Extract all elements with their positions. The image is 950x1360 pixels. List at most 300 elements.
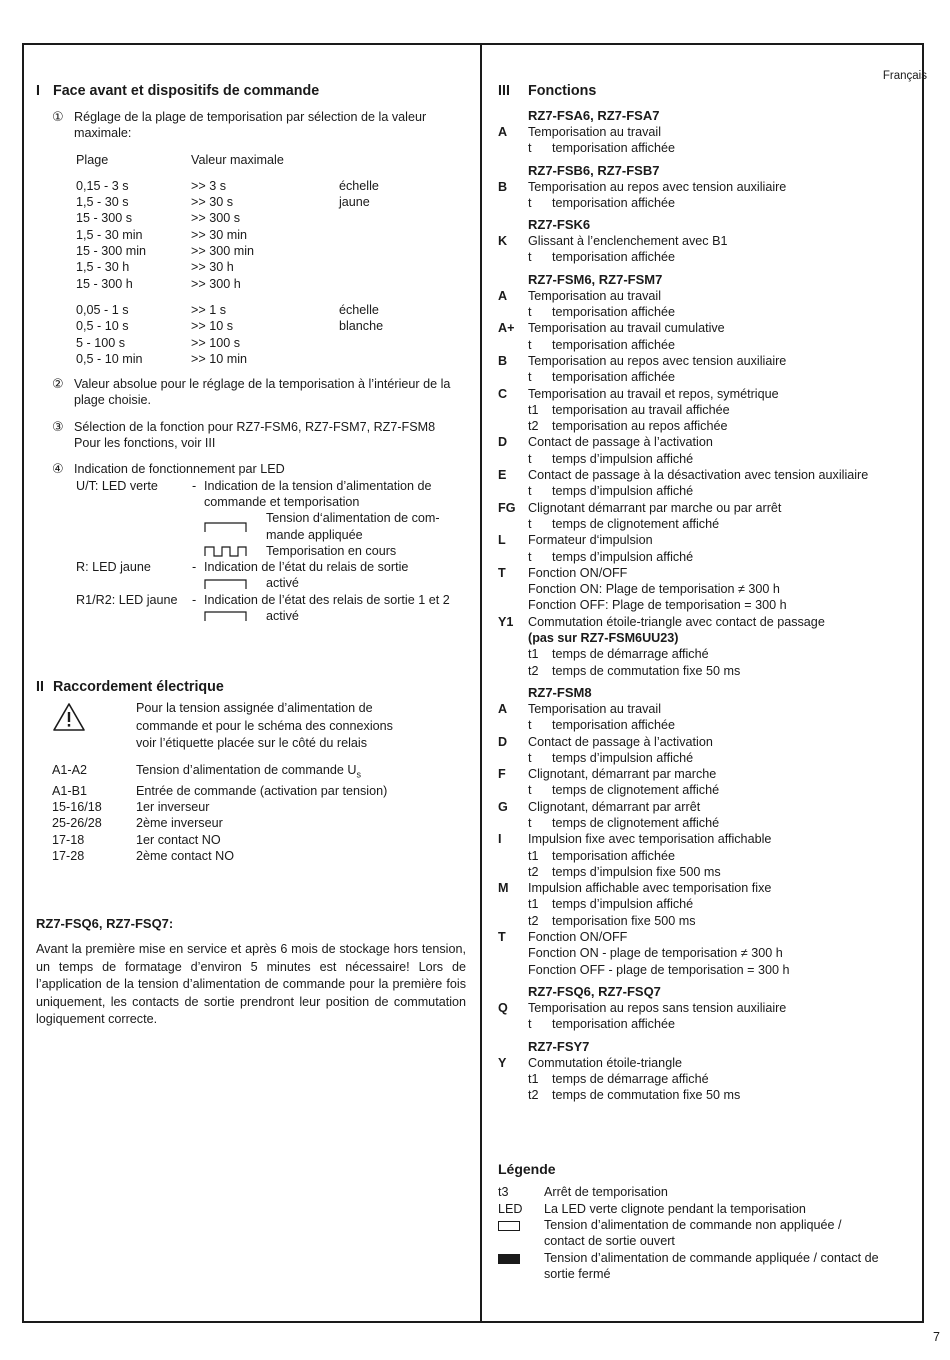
- steady-signal-icon: [204, 610, 248, 622]
- col-plage: Plage: [76, 152, 109, 167]
- function-sub-text: temps de clignotement affiché: [552, 516, 720, 531]
- function-sub: [528, 337, 913, 353]
- function-item: [498, 386, 913, 402]
- function-item: [498, 353, 913, 369]
- range-plage: 0,05 - 1 s: [76, 302, 129, 317]
- item-2: [52, 376, 468, 409]
- range-row: [76, 210, 379, 226]
- range-table-white: [76, 302, 383, 367]
- function-sub-key: t1: [528, 1071, 539, 1086]
- function-group-title: RZ7-FSK6: [528, 217, 591, 233]
- led-r-label: R: LED jaune: [76, 560, 151, 575]
- legend-title: Légende: [498, 1161, 556, 1178]
- signal-steady-text: Tension d‘alimentation de com-mande appliquée: [266, 511, 440, 542]
- range-plage: 5 - 100 s: [76, 335, 126, 350]
- range-scale: [339, 210, 379, 226]
- connection-terminal: A1-B1: [52, 783, 88, 798]
- function-sub-text: temporisation affichée: [552, 337, 675, 352]
- signal-steady: [204, 510, 468, 543]
- fsq-note-title: RZ7-FSQ6, RZ7-FSQ7:: [36, 916, 174, 932]
- function-group-title: RZ7-FSM8: [528, 684, 592, 700]
- function-text: Contact de passage à l’activation: [528, 734, 713, 749]
- section-1-heading: [36, 82, 468, 100]
- range-scale: blanche: [339, 319, 384, 334]
- warning-triangle-icon: [52, 700, 136, 753]
- function-sub-text: temporisation affichée: [552, 718, 675, 733]
- function-sub-text: temporisation fixe 500 ms: [552, 913, 696, 928]
- function-code: A: [498, 701, 508, 716]
- function-code: E: [498, 468, 507, 483]
- signal-flashing: [204, 543, 468, 559]
- function-group: [498, 272, 913, 679]
- item-2-number: ②: [52, 376, 64, 392]
- item-4-number: ④: [52, 461, 64, 477]
- connection-row: [52, 815, 468, 831]
- connection-terminal: 25-26/28: [52, 816, 102, 831]
- function-sub: [528, 451, 913, 467]
- function-list: [498, 108, 913, 1103]
- range-plage: 1,5 - 30 min: [76, 227, 143, 242]
- range-max: >> 1 s: [191, 302, 227, 317]
- range-table-yellow: [76, 178, 379, 292]
- function-sub-text: temps d’impulsion affiché: [552, 897, 694, 912]
- item-2-text: Valeur absolue pour le réglage de la temporisation à l’intérieur de la plage choisie.: [74, 377, 451, 408]
- right-column: [498, 82, 913, 1282]
- function-sub-text: temps d’impulsion affiché: [552, 484, 694, 499]
- dash: -: [192, 478, 197, 493]
- dash: -: [192, 560, 197, 575]
- range-plage: 15 - 300 s: [76, 211, 133, 226]
- function-sub-key: t: [528, 1017, 532, 1032]
- fsq-note-text: Avant la première mise en service et après 6 mois de stockage hors tension, un temps de formatage d’environ 5 minutes est nécessaire! Lors de l’application de la tension d’alimentation de commande pour la première fois uniquement, les contacts de sortie prendront leur position de commutation logiquement correcte.: [36, 942, 466, 1027]
- function-code: A: [498, 288, 508, 303]
- section-2-heading: [36, 678, 468, 696]
- function-code: L: [498, 533, 506, 548]
- function-code: A: [498, 125, 508, 139]
- item-3-number: ③: [52, 418, 64, 434]
- function-group-title: RZ7-FSY7: [528, 1038, 590, 1054]
- signal-r12: [204, 608, 468, 624]
- range-max: >> 300 min: [191, 244, 255, 259]
- range-scale: [339, 243, 379, 259]
- function-sub-text: temporisation affichée: [552, 305, 675, 320]
- range-max: >> 30 min: [191, 227, 248, 242]
- function-code: Y: [498, 1055, 507, 1070]
- connection-desc: [136, 832, 221, 848]
- connection-row: [52, 783, 468, 799]
- section-1-title: Face avant et dispositifs de commande: [53, 83, 320, 99]
- section-3-number: III: [498, 83, 510, 99]
- function-item: [498, 929, 913, 945]
- column-divider: [480, 43, 482, 1323]
- section-1-number: I: [36, 83, 40, 99]
- warning-block: [52, 700, 468, 753]
- function-item: [498, 288, 913, 304]
- function-code: B: [498, 353, 508, 368]
- function-text: Temporisation au repos avec tension auxiliaire: [528, 353, 787, 368]
- section-3-title: Fonctions: [528, 83, 597, 99]
- function-code: F: [498, 767, 506, 782]
- function-sub-key: t: [528, 305, 532, 320]
- led-ut: [76, 478, 468, 559]
- function-sub-text: temporisation affichée: [552, 195, 675, 210]
- range-scale: échelle: [339, 178, 379, 193]
- function-item: [498, 532, 913, 548]
- connection-desc-sub: s: [356, 769, 362, 780]
- led-r12: [76, 592, 468, 625]
- steady-signal-icon: [204, 521, 248, 533]
- function-sub-key: t2: [528, 663, 539, 678]
- function-text: Clignotant démarrant par marche ou par arrêt: [528, 500, 782, 515]
- function-group: [498, 163, 913, 212]
- function-text: Temporisation au travail: [528, 125, 661, 139]
- range-scale: [339, 227, 379, 243]
- function-code: I: [498, 832, 502, 847]
- function-sub-text: temps d’impulsion affiché: [552, 549, 694, 564]
- range-row: [76, 259, 379, 275]
- function-sub-key: t2: [528, 913, 539, 928]
- function-group: [498, 217, 913, 266]
- function-sub-text: temps de commutation fixe 50 ms: [552, 663, 741, 678]
- function-item: [498, 179, 913, 195]
- function-text: Formateur d‘impulsion: [528, 533, 653, 548]
- legend-led-text: La LED verte clignote pendant la temporisation: [544, 1201, 806, 1216]
- function-sub-key: t: [528, 718, 532, 733]
- range-scale: [339, 276, 379, 292]
- connection-row: [52, 799, 468, 815]
- function-sub: [528, 418, 913, 434]
- function-code: Y1: [498, 614, 514, 629]
- function-sub: [528, 369, 913, 385]
- function-sub: [528, 304, 913, 320]
- led-r: [76, 559, 468, 592]
- function-line: Fonction ON - plage de temporisation ≠ 300 h: [528, 946, 783, 961]
- function-code: FG: [498, 500, 516, 515]
- function-sub: [528, 815, 913, 831]
- steady-signal-icon: [204, 578, 248, 590]
- function-sub: [528, 782, 913, 798]
- function-group-title: RZ7-FSA6, RZ7-FSA7: [528, 108, 660, 123]
- function-item: [498, 701, 913, 717]
- function-sub-text: temporisation au repos affichée: [552, 419, 728, 434]
- function-sub-key: t: [528, 815, 532, 830]
- dash: -: [192, 592, 197, 607]
- function-line: Fonction OFF: Plage de temporisation = 300 h: [528, 598, 787, 613]
- range-scale: échelle: [339, 302, 379, 317]
- section-3-heading: [498, 82, 913, 100]
- legend-t3-text: Arrêt de temporisation: [544, 1185, 668, 1200]
- function-sub: [528, 717, 913, 733]
- range-plage: 15 - 300 h: [76, 276, 133, 291]
- function-text: Temporisation au travail: [528, 288, 661, 303]
- function-sub-text: temps d’impulsion affiché: [552, 451, 694, 466]
- signal-r: [204, 575, 468, 591]
- function-sub: [528, 483, 913, 499]
- range-table-header: [76, 152, 339, 168]
- signal-flashing-text: Temporisation en cours: [266, 543, 397, 558]
- function-code: T: [498, 930, 506, 945]
- range-max: >> 10 s: [191, 319, 234, 334]
- page-number: 7: [933, 1330, 940, 1344]
- function-text: Contact de passage à la désactivation avec tension auxiliaire: [528, 468, 869, 483]
- function-sub: [528, 140, 913, 156]
- function-sub: [528, 848, 913, 864]
- connection-desc: [136, 762, 361, 783]
- function-item: [498, 467, 913, 483]
- range-plage: 1,5 - 30 h: [76, 260, 130, 275]
- function-sub: [528, 913, 913, 929]
- function-sub-key: t1: [528, 848, 539, 863]
- function-sub-text: temporisation affichée: [552, 250, 675, 265]
- function-sub-key: t1: [528, 897, 539, 912]
- function-code: G: [498, 799, 508, 814]
- function-sub-key: t: [528, 195, 532, 210]
- legend-t3-key: t3: [498, 1185, 509, 1200]
- range-scale: [339, 335, 383, 351]
- function-sub-key: t1: [528, 647, 539, 662]
- range-max: >> 30 h: [191, 260, 234, 275]
- col-valeur: Valeur maximale: [191, 152, 284, 167]
- function-sub-key: t2: [528, 864, 539, 879]
- function-sub-text: temps de clignotement affiché: [552, 815, 720, 830]
- led-list: [76, 478, 468, 625]
- function-text: Clignotant, démarrant par arrêt: [528, 799, 701, 814]
- range-row: [76, 178, 379, 194]
- range-row: [76, 302, 383, 318]
- function-item: [498, 233, 913, 249]
- open-box-icon: [498, 1221, 520, 1231]
- led-r12-text: Indication de l’état des relais de sortie 1 et 2: [204, 592, 450, 607]
- function-sub-key: t: [528, 783, 532, 798]
- function-sub-key: t: [528, 141, 532, 156]
- range-max: >> 300 s: [191, 211, 241, 226]
- connection-row: [52, 832, 468, 848]
- item-3-line2: Pour les fonctions, voir III: [74, 436, 216, 451]
- function-code: B: [498, 179, 508, 194]
- function-sub-key: t: [528, 250, 532, 265]
- function-sub: [528, 750, 913, 766]
- function-sub-key: t: [528, 549, 532, 564]
- function-code: D: [498, 734, 508, 749]
- legend-open: [498, 1217, 913, 1250]
- function-group: [498, 984, 913, 1033]
- function-group-title: RZ7-FSM6, RZ7-FSM7: [528, 271, 663, 287]
- function-text: Clignotant, démarrant par marche: [528, 767, 717, 782]
- function-code: Q: [498, 1000, 508, 1015]
- range-max: >> 100 s: [191, 335, 241, 350]
- function-sub-text: temps de démarrage affiché: [552, 1071, 709, 1086]
- range-row: [76, 227, 379, 243]
- function-text: Temporisation au travail et repos, symétrique: [528, 386, 779, 401]
- led-ut-text: Indication de la tension d’alimentation de commande et temporisation: [204, 478, 432, 509]
- legend-t3: [498, 1184, 913, 1200]
- function-sub-key: t2: [528, 419, 539, 434]
- function-text: Commutation étoile-triangle: [528, 1055, 682, 1070]
- range-scale: [339, 351, 383, 367]
- function-text: Temporisation au travail: [528, 701, 661, 716]
- function-code: C: [498, 386, 508, 401]
- function-line: Fonction ON: Plage de temporisation ≠ 300 h: [528, 582, 780, 597]
- function-text: Impulsion affichable avec temporisation fixe: [528, 881, 772, 896]
- function-sub-key: t2: [528, 1088, 539, 1103]
- range-row: [76, 335, 383, 351]
- connection-list: [52, 762, 468, 864]
- connection-terminal: 15-16/18: [52, 799, 102, 814]
- flashing-signal-icon: [204, 545, 248, 557]
- function-note: (pas sur RZ7-FSM6UU23): [528, 631, 679, 646]
- function-item: [498, 1055, 913, 1071]
- section-2-number: II: [36, 679, 44, 696]
- item-1-text: Réglage de la plage de temporisation par sélection de la valeur maximale:: [74, 110, 427, 141]
- function-sub: [528, 195, 913, 211]
- function-item: [498, 614, 913, 630]
- function-sub-text: temporisation au travail affichée: [552, 402, 730, 417]
- led-r-text: Indication de l’état du relais de sortie: [204, 560, 409, 575]
- function-sub: [528, 402, 913, 418]
- function-text: Commutation étoile-triangle avec contact de passage: [528, 614, 825, 629]
- connection-desc: [136, 815, 223, 831]
- connection-desc-text: 1er inverseur: [136, 799, 210, 814]
- function-sub-text: temporisation affichée: [552, 1017, 675, 1032]
- range-max: >> 10 min: [191, 351, 248, 366]
- led-ut-label: U/T: LED verte: [76, 478, 158, 493]
- function-code: A+: [498, 321, 515, 336]
- range-row: [76, 194, 379, 210]
- function-sub-text: temps de clignotement affiché: [552, 783, 720, 798]
- item-3-line1: Sélection de la fonction pour RZ7-FSM6, RZ7-FSM7, RZ7-FSM8: [74, 419, 436, 434]
- function-sub-text: temporisation affichée: [552, 848, 675, 863]
- function-text: Fonction ON/OFF: [528, 565, 628, 580]
- function-sub: [528, 516, 913, 532]
- function-sub-key: t: [528, 750, 532, 765]
- function-sub-text: temporisation affichée: [552, 141, 675, 156]
- function-item: [498, 831, 913, 847]
- function-group: [498, 685, 913, 978]
- range-plage: 0,5 - 10 min: [76, 351, 143, 366]
- function-text: Contact de passage à l’activation: [528, 435, 713, 450]
- function-sub-key: t: [528, 370, 532, 385]
- connection-desc-text: 1er contact NO: [136, 832, 221, 847]
- item-4-title: Indication de fonctionnement par LED: [74, 462, 285, 477]
- connection-terminal: 17-18: [52, 832, 85, 847]
- item-1: [52, 109, 468, 142]
- function-item: [498, 766, 913, 782]
- range-scale: jaune: [339, 195, 370, 210]
- range-plage: 0,5 - 10 s: [76, 319, 129, 334]
- language-label: Français: [882, 70, 927, 82]
- function-sub: [528, 1071, 913, 1087]
- connection-terminal: A1-A2: [52, 762, 88, 777]
- function-sub: [528, 1087, 913, 1103]
- function-item: [498, 500, 913, 516]
- function-sub: [528, 249, 913, 265]
- function-text: Temporisation au repos avec tension auxiliaire: [528, 179, 787, 194]
- range-row: [76, 318, 383, 334]
- legend-led-key: LED: [498, 1201, 523, 1216]
- signal-r12-text: activé: [266, 609, 299, 624]
- range-max: >> 30 s: [191, 195, 234, 210]
- function-group-title: RZ7-FSB6, RZ7-FSB7: [528, 162, 660, 178]
- function-sub: [528, 663, 913, 679]
- connection-desc: [136, 799, 210, 815]
- function-sub-key: t: [528, 451, 532, 466]
- legend-led: [498, 1201, 913, 1217]
- legend-closed: [498, 1250, 913, 1283]
- range-max: >> 3 s: [191, 178, 227, 193]
- connection-desc-text: 2ème contact NO: [136, 848, 234, 863]
- function-sub: [528, 1016, 913, 1032]
- function-group-title: RZ7-FSQ6, RZ7-FSQ7: [528, 983, 661, 999]
- function-code: K: [498, 234, 508, 249]
- warning-text: Pour la tension assignée d’alimentation de commande et pour le schéma des connexions voir l’étiquette placée sur le côté du relais: [136, 701, 393, 751]
- function-item: [498, 1000, 913, 1016]
- connection-desc-text: Entrée de commande (activation par tension): [136, 783, 388, 798]
- function-sub: [528, 896, 913, 912]
- function-sub-text: temps d’impulsion affiché: [552, 750, 694, 765]
- connection-terminal: 17-28: [52, 848, 85, 863]
- item-1-number: ①: [52, 109, 64, 124]
- range-scale: [339, 259, 379, 275]
- function-sub-key: t1: [528, 402, 539, 417]
- connection-desc-text: Tension d’alimentation de commande U: [136, 762, 357, 777]
- function-sub-text: temps de démarrage affiché: [552, 647, 709, 662]
- connection-desc-text: 2ème inverseur: [136, 816, 223, 831]
- connection-desc: [136, 783, 387, 799]
- function-text: Fonction ON/OFF: [528, 930, 628, 945]
- connection-desc: [136, 848, 234, 864]
- range-row: [76, 276, 379, 292]
- range-max: >> 300 h: [191, 276, 241, 291]
- function-group: [498, 1039, 913, 1104]
- function-text: Temporisation au repos sans tension auxiliaire: [528, 1000, 787, 1015]
- section-2-title: Raccordement électrique: [53, 679, 224, 696]
- legend-closed-text: Tension d’alimentation de commande appliquée / contact de sortie fermé: [544, 1250, 879, 1281]
- function-item: [498, 124, 913, 140]
- range-plage: 1,5 - 30 s: [76, 195, 129, 210]
- function-sub-key: t: [528, 337, 532, 352]
- function-sub-key: t: [528, 484, 532, 499]
- function-sub-text: temporisation affichée: [552, 370, 675, 385]
- legend-open-text: Tension d’alimentation de commande non appliquée / contact de sortie ouvert: [544, 1218, 842, 1249]
- function-item: [498, 434, 913, 450]
- range-row: [76, 351, 383, 367]
- function-code: D: [498, 435, 508, 450]
- function-text: Impulsion fixe avec temporisation affichable: [528, 832, 772, 847]
- closed-box-icon: [498, 1254, 520, 1264]
- item-3: [52, 419, 468, 452]
- function-item: [498, 565, 913, 581]
- function-sub-text: temps d’impulsion fixe 500 ms: [552, 864, 721, 879]
- function-code: M: [498, 881, 509, 896]
- function-item: [498, 880, 913, 896]
- range-row: [76, 243, 379, 259]
- connection-row: [52, 848, 468, 864]
- function-sub-key: t: [528, 516, 532, 531]
- signal-r-text: activé: [266, 576, 299, 591]
- function-line: Fonction OFF - plage de temporisation = 300 h: [528, 962, 790, 977]
- function-text: Glissant à l’enclenchement avec B1: [528, 234, 728, 249]
- function-group: [498, 108, 913, 157]
- function-item: [498, 320, 913, 336]
- function-sub: [528, 864, 913, 880]
- function-sub: [528, 646, 913, 662]
- function-sub-text: temps de commutation fixe 50 ms: [552, 1088, 741, 1103]
- led-r12-label: R1/R2: LED jaune: [76, 592, 178, 607]
- connection-row: [52, 762, 468, 783]
- function-code: T: [498, 565, 506, 580]
- function-item: [498, 734, 913, 750]
- function-sub: [528, 549, 913, 565]
